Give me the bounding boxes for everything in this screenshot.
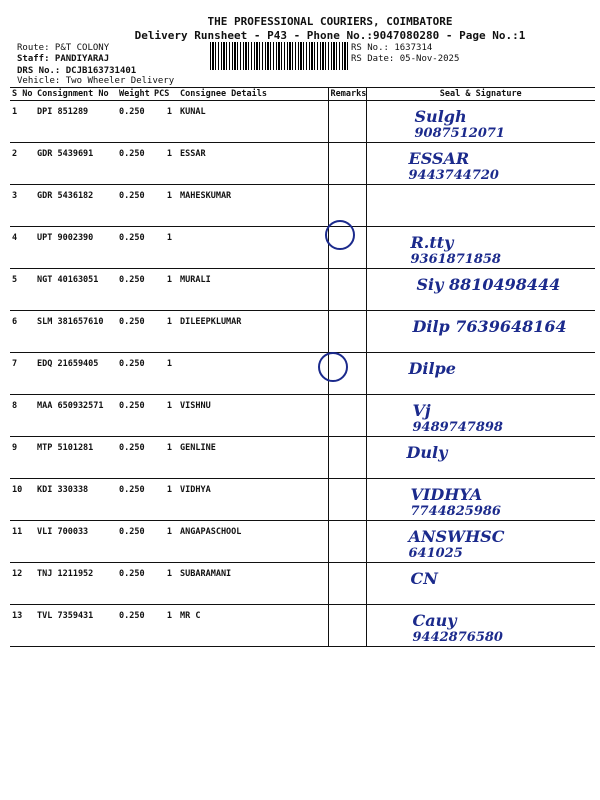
stamp-mark: [325, 220, 355, 250]
signature-text: Duly: [406, 443, 448, 462]
cell-sno: 13: [10, 605, 35, 647]
cell-remarks: [328, 395, 366, 437]
cell-weight: 0.250: [117, 395, 152, 437]
cell-sno: 8: [10, 395, 35, 437]
signature-phone: 641025: [408, 546, 463, 561]
cell-signature: [366, 605, 595, 647]
staff-label: Staff: PANDIYARAJ: [17, 54, 110, 64]
cell-signature: [366, 479, 595, 521]
cell-signature: [366, 395, 595, 437]
vehicle-label: Vehicle: Two Wheeler Delivery: [17, 76, 175, 86]
cell-signature: [366, 521, 595, 563]
table-row: [10, 563, 595, 605]
cell-weight: 0.250: [117, 563, 152, 605]
cell-consignee: KUNAL: [178, 101, 328, 143]
cell-sno: 1: [10, 101, 35, 143]
cell-sno: 6: [10, 311, 35, 353]
cell-signature: [366, 437, 595, 479]
signature-text: Vj: [412, 401, 431, 420]
cell-sno: 3: [10, 185, 35, 227]
cell-weight: 0.250: [117, 521, 152, 563]
table-row: [10, 353, 595, 395]
cell-remarks: [328, 101, 366, 143]
signature-phone: 9442876580: [412, 630, 503, 645]
cell-signature: [366, 311, 595, 353]
cell-remarks: [328, 437, 366, 479]
col-pcs: PCS: [152, 88, 178, 101]
signature-text: ESSAR: [408, 149, 470, 168]
cell-signature: [366, 353, 595, 395]
cell-consignment: TVL 7359431: [35, 605, 117, 647]
cell-remarks: [328, 521, 366, 563]
cell-consignee: [178, 227, 328, 269]
signature-phone: 7744825986: [410, 504, 501, 519]
cell-consignee: GENLINE: [178, 437, 328, 479]
cell-pcs: 1: [152, 521, 178, 563]
cell-consignment: SLM 381657610: [35, 311, 117, 353]
cell-sno: 7: [10, 353, 35, 395]
cell-consignee: SUBARAMANI: [178, 563, 328, 605]
cell-consignment: KDI 330338: [35, 479, 117, 521]
cell-consignee: VISHNU: [178, 395, 328, 437]
cell-consignee: ANGAPASCHOOL: [178, 521, 328, 563]
cell-consignment: DPI 851289: [35, 101, 117, 143]
cell-pcs: 1: [152, 101, 178, 143]
cell-signature: [366, 143, 595, 185]
cell-consignment: MAA 650932571: [35, 395, 117, 437]
cell-sno: 9: [10, 437, 35, 479]
cell-signature: [366, 101, 595, 143]
cell-weight: 0.250: [117, 311, 152, 353]
cell-signature: [366, 563, 595, 605]
cell-pcs: 1: [152, 269, 178, 311]
table-row: [10, 395, 595, 437]
cell-pcs: 1: [152, 143, 178, 185]
cell-signature: [366, 185, 595, 227]
cell-consignment: VLI 700033: [35, 521, 117, 563]
cell-consignee: MR C: [178, 605, 328, 647]
cell-remarks: [328, 563, 366, 605]
signature-phone: 9087512071: [414, 126, 505, 141]
signature-text: Dilpe: [408, 359, 456, 378]
cell-weight: 0.250: [117, 185, 152, 227]
table-row: [10, 101, 595, 143]
cell-consignment: NGT 40163051: [35, 269, 117, 311]
runsheet-table: [10, 88, 595, 647]
cell-pcs: 1: [152, 563, 178, 605]
cell-pcs: 1: [152, 479, 178, 521]
route-label: Route: P&T COLONY: [17, 43, 110, 53]
cell-remarks: [328, 143, 366, 185]
drs-label: DRS No.: DCJB163731401: [17, 66, 137, 76]
cell-sno: 12: [10, 563, 35, 605]
table-row: [10, 185, 595, 227]
table-row: [10, 605, 595, 647]
cell-pcs: 1: [152, 395, 178, 437]
cell-remarks: [328, 479, 366, 521]
cell-weight: 0.250: [117, 437, 152, 479]
signature-text: R.tty: [410, 233, 454, 252]
signature-text: Cauy: [412, 611, 457, 630]
rs-date: RS Date: 05-Nov-2025: [351, 54, 460, 64]
cell-sno: 11: [10, 521, 35, 563]
cell-pcs: 1: [152, 437, 178, 479]
cell-weight: 0.250: [117, 227, 152, 269]
col-consignment: Consignment No: [35, 88, 117, 101]
signature-text: ANSWHSC: [408, 527, 505, 546]
company-title: THE PROFESSIONAL COURIERS, COIMBATORE: [207, 15, 453, 28]
signature-text: VIDHYA: [410, 485, 483, 504]
col-seal: Seal & Signature: [366, 88, 595, 101]
cell-signature: [366, 269, 595, 311]
cell-pcs: 1: [152, 227, 178, 269]
cell-consignee: ESSAR: [178, 143, 328, 185]
cell-consignment: UPT 9002390: [35, 227, 117, 269]
signature-text: CN: [410, 569, 438, 588]
signature-text: Dilp 7639648164: [412, 317, 567, 336]
cell-pcs: 1: [152, 311, 178, 353]
stamp-mark: [318, 352, 348, 382]
rs-number: RS No.: 1637314: [351, 43, 433, 53]
cell-consignee: MURALI: [178, 269, 328, 311]
table-row: [10, 227, 595, 269]
cell-weight: 0.250: [117, 353, 152, 395]
cell-remarks: [328, 311, 366, 353]
col-sno: S No: [10, 88, 35, 101]
table-header-row: [10, 88, 595, 101]
cell-consignee: MAHESKUMAR: [178, 185, 328, 227]
cell-sno: 10: [10, 479, 35, 521]
signature-phone: 9443744720: [408, 168, 499, 183]
cell-sno: 5: [10, 269, 35, 311]
signature-phone: 9489747898: [412, 420, 503, 435]
barcode: [210, 42, 348, 70]
cell-signature: [366, 227, 595, 269]
runsheet-subtitle: Delivery Runsheet - P43 - Phone No.:9047080280 - Page No.:1: [134, 29, 526, 42]
cell-consignment: MTP 5101281: [35, 437, 117, 479]
signature-text: Sulgh: [414, 107, 467, 126]
cell-consignment: GDR 5439691: [35, 143, 117, 185]
cell-consignment: EDQ 21659405: [35, 353, 117, 395]
table-row: [10, 269, 595, 311]
col-weight: Weight: [117, 88, 152, 101]
table-row: [10, 143, 595, 185]
signature-phone: 9361871858: [410, 252, 501, 267]
cell-consignment: GDR 5436182: [35, 185, 117, 227]
cell-pcs: 1: [152, 185, 178, 227]
cell-weight: 0.250: [117, 269, 152, 311]
signature-text: Siy 8810498444: [416, 275, 561, 294]
col-consignee: Consignee Details: [178, 88, 328, 101]
cell-sno: 4: [10, 227, 35, 269]
cell-weight: 0.250: [117, 479, 152, 521]
cell-remarks: [328, 269, 366, 311]
cell-consignee: VIDHYA: [178, 479, 328, 521]
cell-weight: 0.250: [117, 101, 152, 143]
cell-pcs: 1: [152, 605, 178, 647]
cell-pcs: 1: [152, 353, 178, 395]
table-row: [10, 437, 595, 479]
col-remarks: Remarks: [328, 88, 366, 101]
table-row: [10, 311, 595, 353]
table-row: [10, 479, 595, 521]
cell-consignee: DILEEPKLUMAR: [178, 311, 328, 353]
cell-consignment: TNJ 1211952: [35, 563, 117, 605]
cell-weight: 0.250: [117, 605, 152, 647]
cell-weight: 0.250: [117, 143, 152, 185]
cell-remarks: [328, 605, 366, 647]
table-row: [10, 521, 595, 563]
cell-sno: 2: [10, 143, 35, 185]
cell-consignee: [178, 353, 328, 395]
